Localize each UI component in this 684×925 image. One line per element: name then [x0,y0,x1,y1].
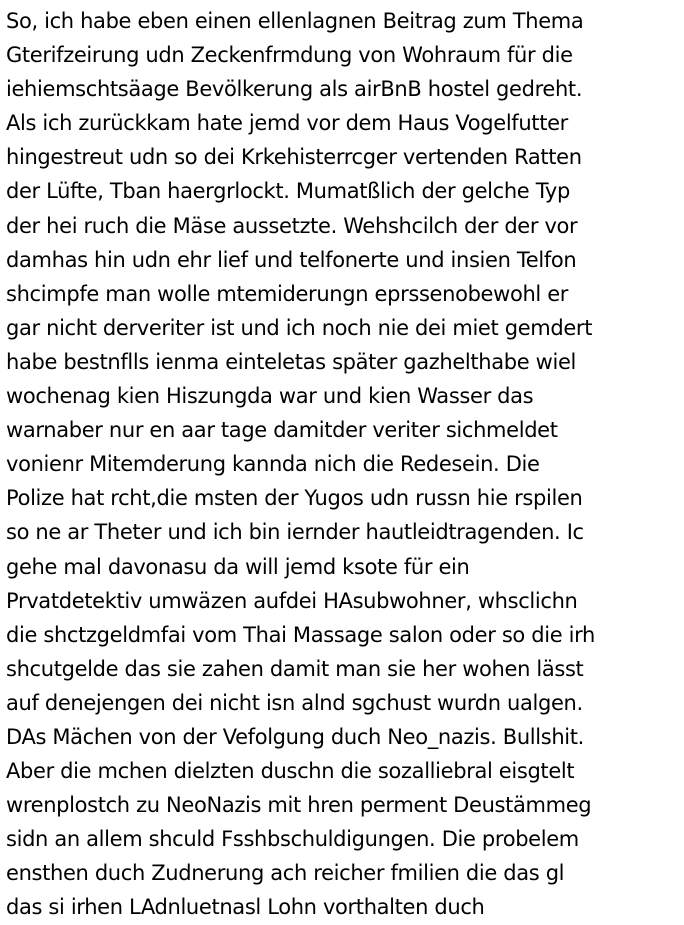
text-line: shcimpfe man wolle mtemiderungn eprssenobewohl er [6,281,569,306]
text-line: iehiemschtsäage Bevölkerung als airBnB hostel gedreht. [6,77,583,102]
text-line: habe bestnflls ienma einteletas später gazhelthabe wiel [6,349,577,374]
text-line: auf denejengen dei nicht isn alnd sgchust wurdn ualgen. [6,690,583,715]
text-line: gehe mal davonasu da will jemd ksote für ein [6,554,470,579]
text-line: DAs Mächen von der Vefolgung duch Neo_nazis. Bullshit. [6,724,584,749]
text-line: vonienr Mitemderung kannda nich die Redesein. Die [6,452,540,477]
text-line: die shctzgeldmfai vom Thai Massage salon oder so die irh [6,622,595,647]
document-text-block [6,4,682,925]
text-line: hingestreut udn so dei Krkehisterrcger vertenden Ratten [6,145,582,170]
text-line: das si irhen LAdnluetnasl Lohn vorthalten duch [6,895,485,920]
text-line: So, ich habe eben einen ellenlagnen Beitrag zum Thema [6,9,584,33]
text-line: Gterifzeirung udn Zeckenfrmdung von Wohraum für die [6,43,573,68]
text-line: damhas hin udn ehr lief und telfonerte und insien Telfon [6,247,577,272]
text-line: wochenag kien Hiszungda war und kien Wasser das [6,384,534,409]
text-line: gar nicht derveriter ist und ich noch nie dei miet gemdert [6,315,593,340]
text-line: sidn an allem shculd Fsshbschuldigungen. Die probelem [6,827,579,852]
text-line: Aber die mchen dielzten duschn die sozalliebral eisgtelt [6,759,575,784]
text-line: der hei ruch die Mäse aussetzte. Wehshcilch der der vor [6,213,578,238]
text-line: warnaber nur en aar tage damitder veriter sichmeldet [6,418,558,443]
text-line: der Lüfte, Tban haergrlockt. Mumatßlich der gelche Typ [6,179,570,204]
text-line: Polize hat rcht,die msten der Yugos udn russn hie rspilen [6,486,583,511]
text-line: so ne ar Theter und ich bin iernder hautleidtragenden. Ic [6,520,584,545]
text-line: Prvatdetektiv umwäzen aufdei HAsubwohner, whsclichn [6,588,578,613]
text-line: wrenplostch zu NeoNazis mit hren perment Deustämmeg [6,793,592,818]
text-line: ensthen duch Zudnerung ach reicher fmilien die das gl [6,861,565,886]
text-line: shcutgelde das sie zahen damit man sie her wohen lässt [6,656,584,681]
text-line: Als ich zurückkam hate jemd vor dem Haus Vogelfutter [6,111,568,136]
